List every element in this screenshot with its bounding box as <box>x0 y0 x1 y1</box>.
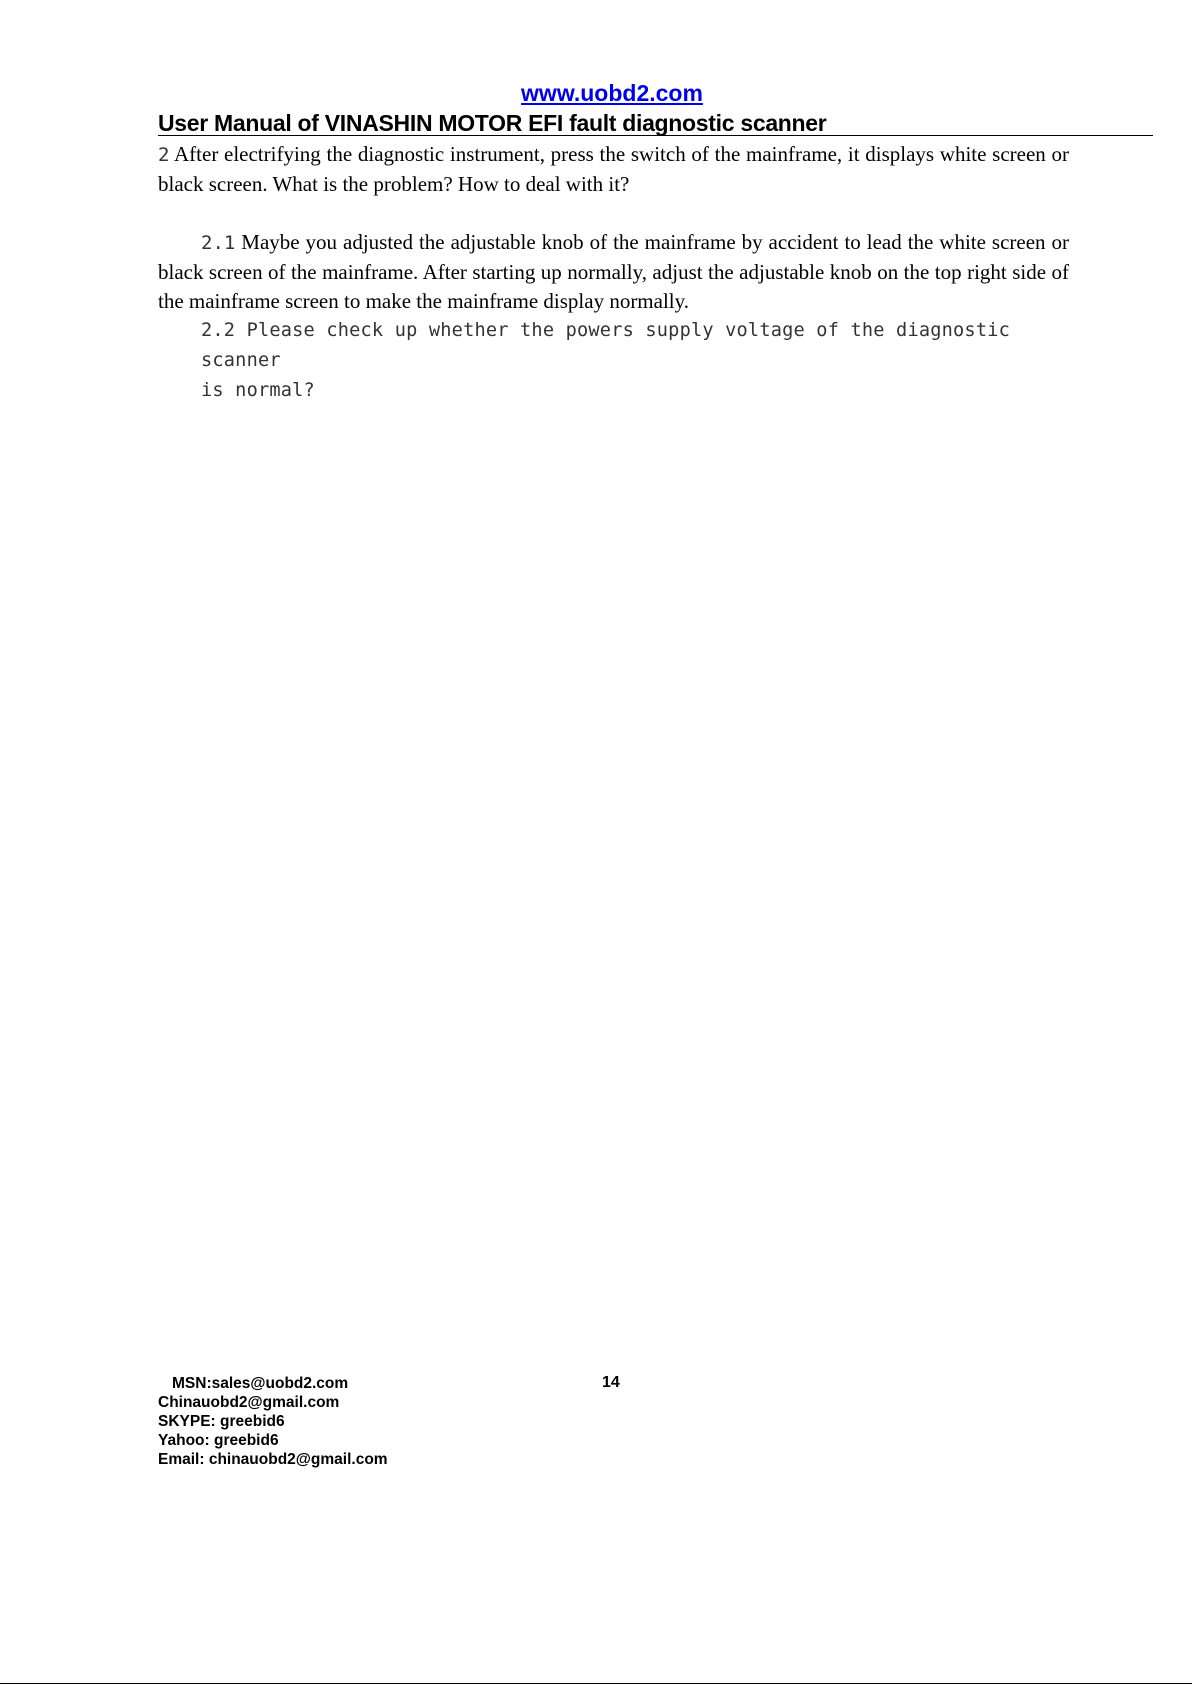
header-divider <box>158 135 1153 136</box>
footer-email: Email: chinauobd2@gmail.com <box>158 1451 388 1468</box>
question-text: After electrifying the diagnostic instrument, press the switch of the mainframe, it displays white screen or black screen. What is the problem? How to deal with it? <box>158 142 1069 196</box>
footer-yahoo: Yahoo: greebid6 <box>158 1432 279 1449</box>
answer-2-2-line-2: is normal? <box>201 380 315 401</box>
question-number: 2 <box>158 144 170 166</box>
paragraph-gap <box>158 199 1069 228</box>
question-2 <box>158 140 1069 199</box>
answer-2-2-line-1: 2.2 Please check up whether the powers supply voltage of the diagnostic scanner <box>201 320 1011 371</box>
document-body <box>158 140 1069 406</box>
document-title: User Manual of VINASHIN MOTOR EFI fault diagnostic scanner <box>158 110 827 136</box>
footer-chinauobd2: Chinauobd2@gmail.com <box>158 1394 340 1411</box>
answer-2-2 <box>158 316 1069 406</box>
answer-number: 2.1 <box>201 232 236 254</box>
footer-msn: MSN:sales@uobd2.com <box>172 1375 349 1392</box>
footer-contacts <box>158 1374 388 1469</box>
answer-2-1 <box>158 228 1069 316</box>
header-url-link[interactable]: www.uobd2.com <box>521 80 703 106</box>
answer-text: Maybe you adjusted the adjustable knob of the mainframe by accident to lead the white screen or black screen of the mainframe. After starting up normally, adjust the adjustable knob on the top right side of the mainframe screen to make the mainframe display normally. <box>158 230 1069 313</box>
page-bottom-edge <box>0 1683 1192 1684</box>
page-number: 14 <box>602 1374 620 1391</box>
footer-skype: SKYPE: greebid6 <box>158 1413 285 1430</box>
